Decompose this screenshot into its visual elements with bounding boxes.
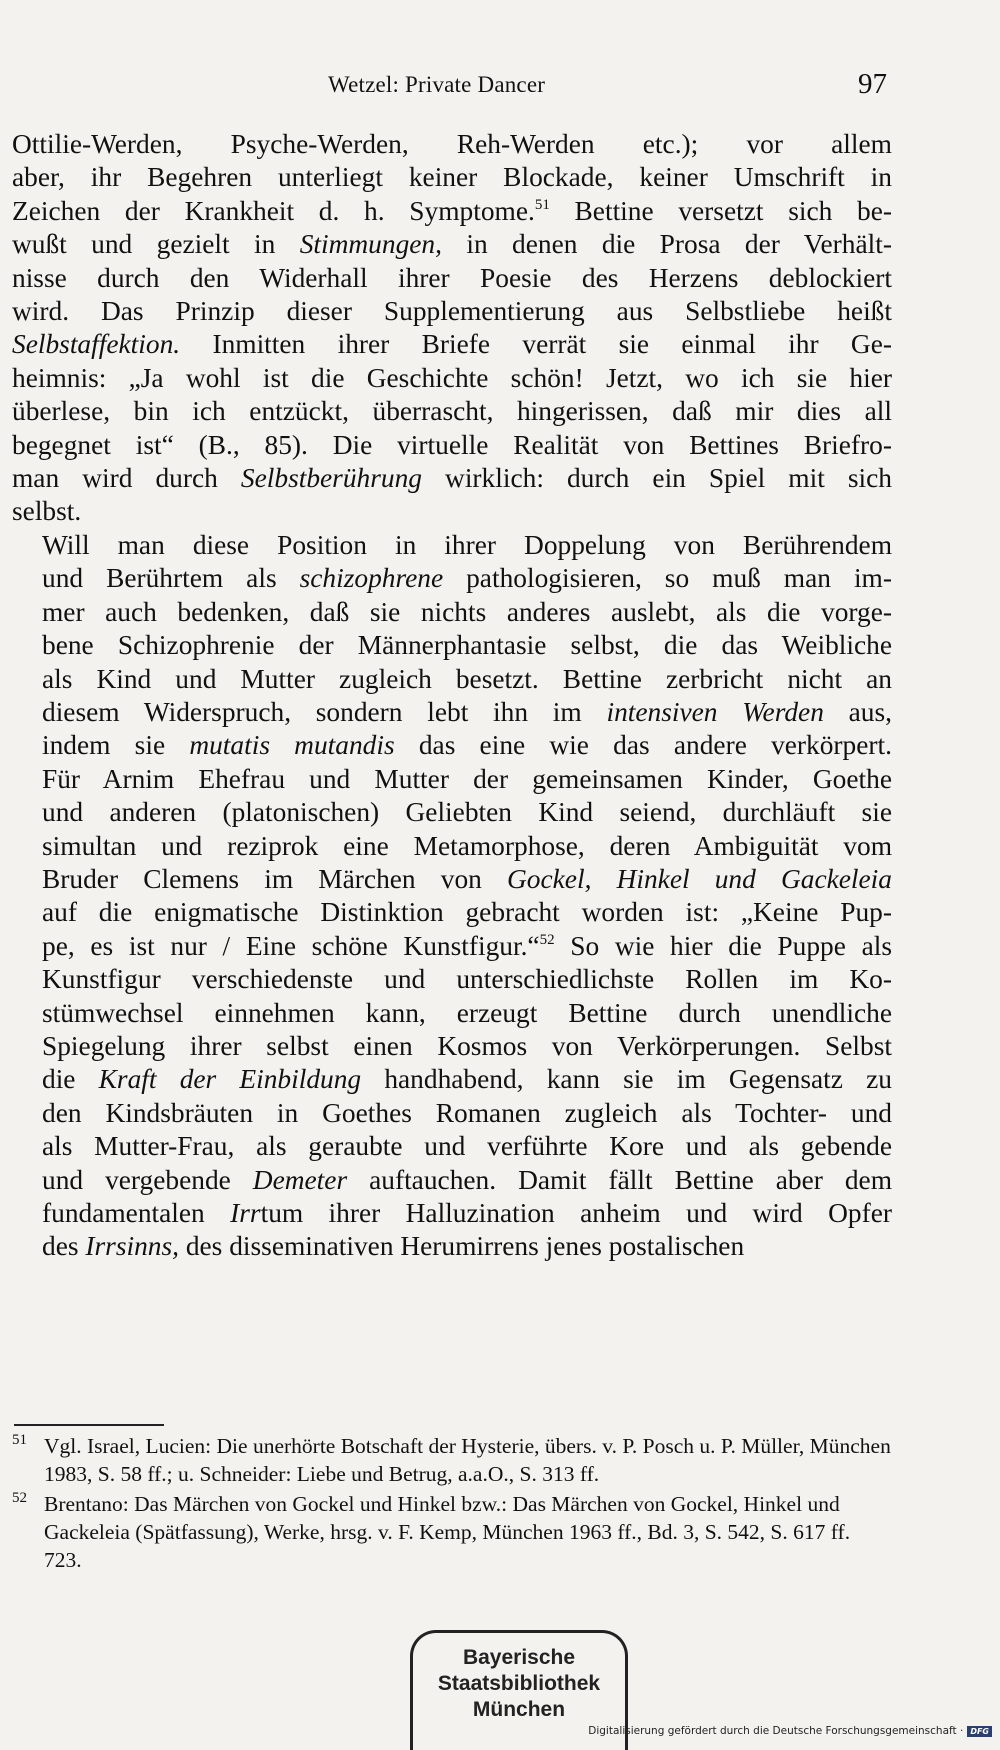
text-line: bene Schizophrenie der Männerphantasie selbst, die das Weibliche [42, 630, 892, 661]
italic-phrase: Irrsinns, [85, 1231, 179, 1262]
text-line: als Kind und Mutter zugleich besetzt. Bettine zerbricht nicht an [42, 663, 892, 694]
text-line: Zeichen der Krankheit d. h. Symptome.$^{51}$ Bettine versetzt sich be- [12, 195, 892, 226]
italic-phrase: Gockel, Hinkel und Gackeleia [507, 863, 892, 894]
text-line: Für Arnim Ehefrau und Mutter der gemeinsamen Kinder, Goethe [42, 763, 892, 794]
italic-phrase: Irr [230, 1198, 261, 1228]
paragraph-1 [12, 128, 892, 529]
paragraph-2 [12, 529, 892, 1264]
credit-text: Digitalisierung gefördert durch die Deutsche Forschungsgemeinschaft · [588, 1725, 964, 1737]
text-line: überlese, bin ich entzückt, überrascht, hingerissen, daß mir dies all [12, 396, 892, 427]
footnotes [12, 1432, 892, 1576]
italic-phrase: mutatis mutandis [189, 730, 395, 761]
italic-phrase: intensiven Werden [606, 696, 824, 727]
footnote-marker: 51 [534, 196, 550, 213]
italic-phrase: schizophrene [299, 563, 444, 594]
text-line: stümwechsel einnehmen kann, erzeugt Bettine durch unendliche [42, 997, 892, 1028]
italic-phrase: Demeter [252, 1164, 348, 1195]
stamp-line-1: Bayerische [462, 1646, 576, 1669]
stamp-line-3: München [472, 1698, 566, 1721]
text-line: und Berührtem als schizophrene pathologisieren, so muß man im- [42, 563, 892, 594]
text-line: begegnet ist“ (B., 85). Die virtuelle Realität von Bettines Briefro- [12, 429, 892, 460]
text-line: pe, es ist nur / Eine schöne Kunstfigur.“$^{52}$ So wie hier die Puppe als [42, 930, 892, 961]
dfg-logo: DFG [967, 1726, 992, 1737]
text-line: wird. Das Prinzip dieser Supplementierung aus Selbstliebe heißt [12, 296, 892, 327]
footnote-number: 51 [12, 1432, 27, 1448]
footnote-marker: 52 [539, 931, 555, 948]
text-line: diesem Widerspruch, sondern lebt ihn im intensiven Werden aus, [42, 696, 892, 727]
footnote-text: Brentano: Das Märchen von Gockel und Hinkel bzw.: Das Märchen von Gockel, Hinkel und Gackeleia (Spätfassung), Werke, hrsg. v. F. Kemp, München 1963 ff., Bd. 3, S. 542, S. 617 ff. 723. [44, 1492, 851, 1572]
text-line: des Irrsinns, des disseminativen Herumirrens jenes postalischen [42, 1231, 745, 1262]
running-head: Wetzel: Private Dancer [328, 72, 546, 97]
text-line: Will man diese Position in ihrer Doppelung von Berührendem [42, 529, 892, 560]
footnote-51 [12, 1432, 892, 1488]
text-line: simultan und reziprok eine Metamorphose, deren Ambiguität vom [42, 830, 892, 861]
text-line: heimnis: „Ja wohl ist die Geschichte schön! Jetzt, wo ich sie hier [12, 362, 892, 393]
text-line: die Kraft der Einbildung handhabend, kann sie im Gegensatz zu [42, 1064, 892, 1095]
text-line: als Mutter-Frau, als geraubte und verführte Kore und als gebende [42, 1131, 892, 1162]
text-line: mer auch bedenken, daß sie nichts anderes auslebt, als die vorge- [42, 596, 892, 627]
text-line: Selbstaffektion. Inmitten ihrer Briefe verrät sie einmal ihr Ge- [12, 329, 892, 360]
page-number: 97 [858, 68, 887, 100]
footnote-text: Vgl. Israel, Lucien: Die unerhörte Botschaft der Hysterie, übers. v. P. Posch u. P. Müller, München 1983, S. 58 ff.; u. Schneider: Liebe und Betrug, a.a.O., S. 313 ff. [44, 1434, 891, 1486]
text-line: aber, ihr Begehren unterliegt keiner Blockade, keiner Umschrift in [12, 162, 892, 193]
text-line: und vergebende Demeter auftauchen. Damit fällt Bettine aber dem [42, 1164, 892, 1195]
body-text [12, 128, 892, 1264]
stamp-line-2: Staatsbibliothek [437, 1672, 601, 1695]
italic-phrase: Stimmungen, [299, 229, 442, 260]
text-line: den Kindsbräuten in Goethes Romanen zugleich als Tochter- und [42, 1097, 892, 1128]
text-line: selbst. [12, 496, 82, 527]
text-line: wußt und gezielt in Stimmungen, in denen die Prosa der Verhält- [12, 229, 892, 260]
text-line: auf die enigmatische Distinktion gebracht worden ist: „Keine Pup- [42, 897, 892, 928]
italic-phrase: Selbstaffektion. [12, 329, 181, 360]
footnote-number: 52 [12, 1490, 27, 1506]
text-line: und anderen (platonischen) Geliebten Kind seiend, durchläuft sie [42, 797, 892, 828]
text-line: fundamentalen Irrtum ihrer Halluzination anheim und wird Opfer [42, 1198, 892, 1228]
text-line: nisse durch den Widerhall ihrer Poesie des Herzens deblockiert [12, 262, 892, 293]
text-line: indem sie mutatis mutandis das eine wie das andere verkörpert. [42, 730, 892, 761]
italic-phrase: Selbstberührung [240, 463, 422, 494]
text-line: Kunstfigur verschiedenste und unterschiedlichste Rollen im Ko- [42, 964, 892, 995]
text-line: Spiegelung ihrer selbst einen Kosmos von Verkörperungen. Selbst [42, 1030, 892, 1061]
text-line: Bruder Clemens im Märchen von Gockel, Hinkel und Gackeleia [42, 863, 892, 894]
text-line: man wird durch Selbstberührung wirklich: durch ein Spiel mit sich [12, 463, 892, 494]
digitization-credit [588, 1725, 992, 1737]
footnote-52 [12, 1490, 892, 1574]
footnote-rule [14, 1424, 164, 1426]
italic-phrase: Kraft der Einbildung [98, 1064, 362, 1095]
text-line: Ottilie-Werden, Psyche-Werden, Reh-Werden etc.); vor allem [12, 129, 892, 159]
